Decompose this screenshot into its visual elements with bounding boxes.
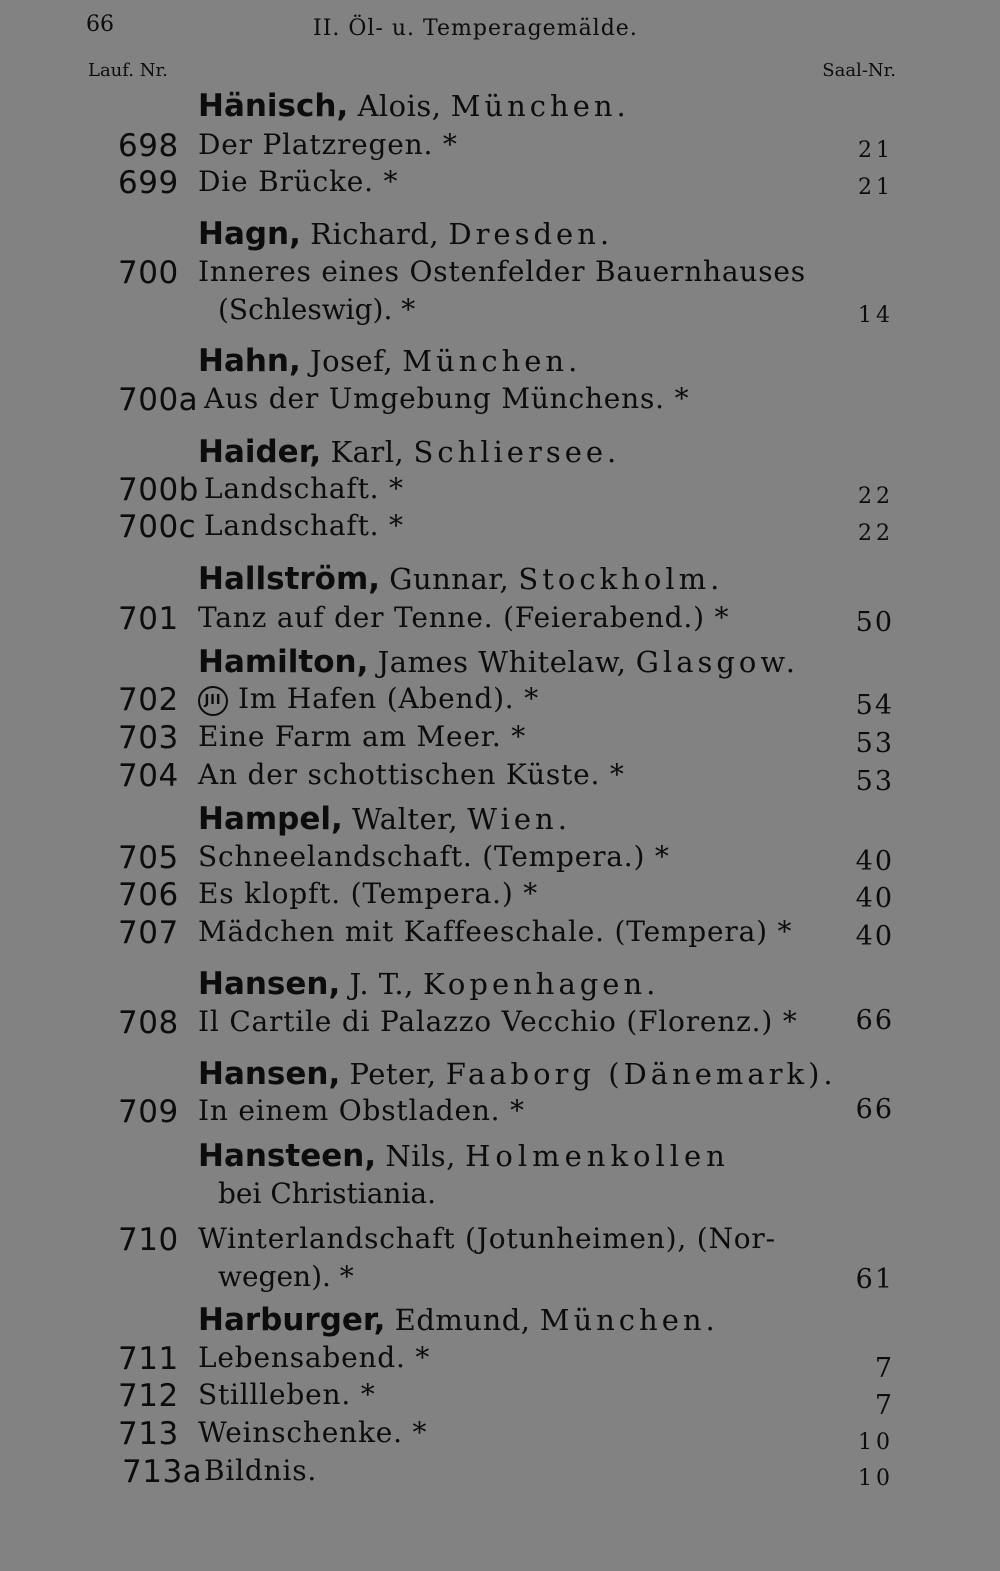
entry-title-continuation: (Schleswig). * — [218, 293, 416, 326]
entry-room: 21 — [858, 175, 894, 200]
artist-surname: Hampel, — [198, 801, 343, 837]
artist-heading — [198, 561, 723, 597]
artist-firstname: J. T., — [349, 967, 414, 1001]
artist-firstname: Josef, — [310, 344, 394, 378]
column-heading-saal-nr: Saal-Nr. — [822, 60, 896, 81]
entry-title: Die Brücke. * — [198, 165, 399, 198]
entry-room: 40 — [855, 846, 894, 877]
catalog-entry — [0, 509, 1000, 547]
artist-firstname: Nils, — [385, 1139, 456, 1173]
catalog-entry — [0, 877, 1000, 915]
artist-surname: Hansteen, — [198, 1138, 377, 1174]
entry-title: An der schottischen Küste. * — [198, 758, 625, 791]
page-number: 66 — [86, 12, 114, 37]
artist-heading — [198, 343, 581, 379]
artist-surname: Harburger, — [198, 1302, 386, 1338]
catalog-entry — [0, 472, 1000, 510]
artist-firstname: Peter, — [349, 1057, 437, 1091]
catalog-entry — [0, 915, 1000, 953]
catalog-entry — [0, 165, 1000, 203]
entry-title: Weinschenke. * — [198, 1416, 428, 1449]
entry-number: 711 — [118, 1341, 179, 1377]
artist-heading — [198, 966, 659, 1002]
entry-room: 22 — [858, 521, 894, 546]
artist-surname: Hagn, — [198, 216, 301, 252]
entry-title-wrap — [198, 682, 539, 716]
entry-number: 712 — [118, 1378, 179, 1414]
entry-room: 10 — [858, 1466, 894, 1491]
artist-surname: Hansen, — [198, 1056, 341, 1092]
entry-room: 66 — [855, 1094, 894, 1125]
entry-number: 702 — [118, 682, 179, 718]
entry-number: 700a — [118, 382, 199, 418]
entry-number: 704 — [118, 758, 179, 794]
catalog-entry — [0, 840, 1000, 878]
entry-number: 709 — [118, 1094, 179, 1130]
artist-city: Glasgow. — [635, 645, 799, 679]
entry-number: 710 — [118, 1222, 179, 1258]
entry-room: 54 — [855, 690, 894, 721]
running-header: II. Öl- u. Temperagemälde. — [313, 16, 638, 41]
artist-heading — [198, 1302, 719, 1338]
artist-firstname: Walter, — [352, 802, 459, 836]
entry-number: 708 — [118, 1005, 179, 1041]
artist-heading — [198, 801, 571, 837]
artist-heading — [198, 644, 799, 680]
catalog-entry — [0, 255, 1000, 335]
entry-room: 53 — [855, 766, 894, 797]
artist-city: Stockholm. — [518, 562, 724, 596]
catalog-entry — [0, 720, 1000, 758]
entry-title: Es klopft. (Tempera.) * — [198, 877, 539, 910]
entry-room: 7 — [874, 1353, 894, 1384]
artist-city: Kopenhagen. — [423, 967, 660, 1001]
entry-title: In einem Obstladen. * — [198, 1094, 525, 1127]
entry-title: Landschaft. * — [204, 472, 404, 505]
column-heading-lauf-nr: Lauf. Nr. — [88, 60, 168, 81]
entry-title: Eine Farm am Meer. * — [198, 720, 527, 753]
catalog-entry — [0, 1094, 1000, 1132]
entry-room: 66 — [855, 1005, 894, 1036]
catalog-entry — [0, 1005, 1000, 1043]
artist-city: München. — [450, 89, 630, 123]
entry-number: 713 — [118, 1416, 179, 1452]
entry-room: 22 — [858, 484, 894, 509]
artist-heading — [198, 434, 620, 470]
artist-firstname: Richard, — [310, 217, 440, 251]
entry-room: 53 — [855, 728, 894, 759]
catalog-entry — [0, 601, 1000, 639]
catalog-entry — [0, 758, 1000, 796]
entry-title-continuation: wegen). * — [218, 1260, 354, 1293]
catalog-entry — [0, 1378, 1000, 1421]
artist-surname: Hahn, — [198, 343, 301, 379]
entry-number: 707 — [118, 915, 179, 951]
artist-city-continuation: bei Christiania. — [218, 1177, 436, 1210]
artist-surname: Hallström, — [198, 561, 381, 597]
artist-city: Holmenkollen — [465, 1139, 730, 1173]
entry-number: 701 — [118, 601, 179, 637]
artist-firstname: Edmund, — [394, 1303, 531, 1337]
artist-surname: Haider, — [198, 434, 322, 470]
catalog-entry — [0, 1454, 1000, 1492]
entry-room: 7 — [874, 1390, 894, 1421]
entry-room: 50 — [855, 607, 894, 638]
artist-firstname: Karl, — [330, 435, 405, 469]
artist-heading — [198, 1138, 730, 1174]
catalog-entry — [0, 128, 1000, 166]
entry-number: 699 — [118, 165, 179, 201]
artist-surname: Hänisch, — [198, 88, 349, 124]
entry-room: 14 — [858, 303, 894, 328]
entry-title: Lebensabend. * — [198, 1341, 431, 1374]
artist-heading — [198, 216, 613, 252]
entry-number: 700c — [118, 509, 197, 545]
entry-number: 713a — [122, 1454, 203, 1490]
entry-number: 705 — [118, 840, 179, 876]
entry-number: 706 — [118, 877, 179, 913]
international-medal-badge-icon: JII — [198, 686, 228, 716]
entry-room: 21 — [858, 138, 894, 163]
catalog-entry — [0, 382, 1000, 420]
entry-title: Im Hafen (Abend). * — [238, 682, 540, 715]
entry-title: Aus der Umgebung Münchens. * — [204, 382, 690, 415]
catalog-entry — [0, 1416, 1000, 1454]
entry-title: Schneelandschaft. (Tempera.) * — [198, 840, 670, 873]
entry-title: Der Platzregen. * — [198, 128, 458, 161]
entry-title: Winterlandschaft (Jotunheimen), (Nor- — [198, 1222, 776, 1255]
artist-surname: Hansen, — [198, 966, 341, 1002]
artist-surname: Hamilton, — [198, 644, 369, 680]
artist-city: München. — [402, 344, 582, 378]
artist-firstname: Alois, — [357, 89, 442, 123]
entry-title: Tanz auf der Tenne. (Feierabend.) * — [198, 601, 730, 634]
artist-firstname: Gunnar, — [389, 562, 510, 596]
artist-city: München. — [539, 1303, 719, 1337]
artist-city: Faaborg (Dänemark). — [445, 1057, 837, 1091]
entry-title: Il Cartile di Palazzo Vecchio (Florenz.) * — [198, 1005, 798, 1038]
entry-number: 698 — [118, 128, 179, 164]
catalog-entry — [0, 1222, 1000, 1302]
entry-room: 61 — [855, 1264, 894, 1295]
artist-heading — [198, 88, 630, 124]
artist-firstname: James Whitelaw, — [377, 645, 627, 679]
catalog-entry — [0, 682, 1000, 720]
entry-title: Landschaft. * — [204, 509, 404, 542]
entry-room: 40 — [855, 883, 894, 914]
artist-heading — [198, 1056, 837, 1092]
catalog-entry — [0, 1341, 1000, 1384]
entry-title: Bildnis. — [204, 1454, 318, 1487]
entry-number: 703 — [118, 720, 179, 756]
entry-title: Stillleben. * — [198, 1378, 376, 1411]
entry-number: 700 — [118, 255, 179, 291]
entry-room: 40 — [855, 921, 894, 952]
artist-city: Dresden. — [448, 217, 614, 251]
entry-title: Mädchen mit Kaffeeschale. (Tempera) * — [198, 915, 793, 948]
entry-room: 10 — [858, 1430, 894, 1455]
entry-title: Inneres eines Ostenfelder Bauernhauses — [198, 255, 806, 288]
artist-city: Wien. — [467, 802, 571, 836]
artist-city: Schliersee. — [413, 435, 621, 469]
entry-number: 700b — [118, 472, 199, 508]
